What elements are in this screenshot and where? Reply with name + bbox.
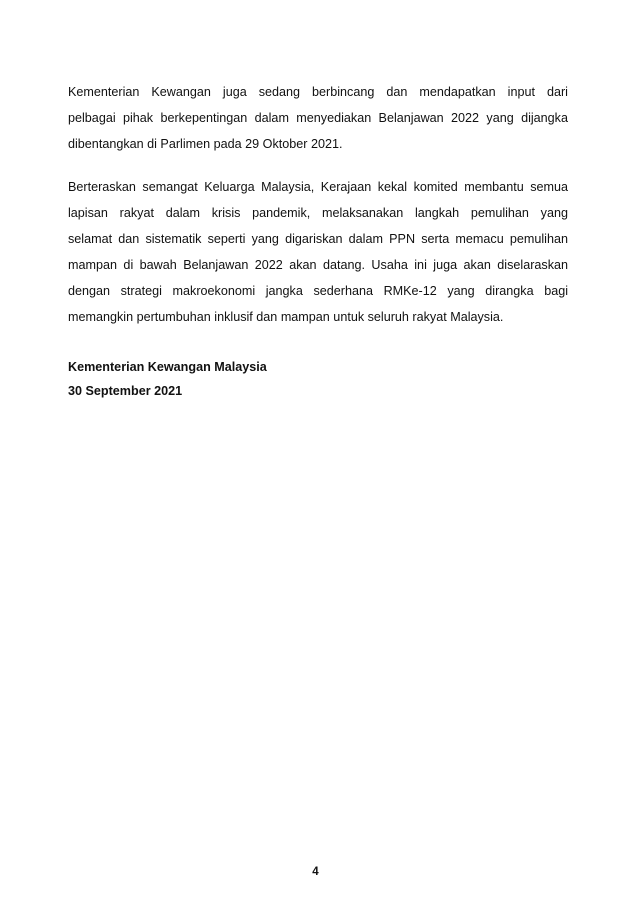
- page-number: 4: [312, 866, 319, 878]
- paragraph-line: mampan di bawah Belanjawan 2022 akan datang. Usaha ini juga akan diselaraskan: [68, 258, 568, 272]
- paragraph-line: dibentangkan di Parlimen pada 29 Oktober 2021.: [68, 137, 343, 151]
- paragraph-line: memangkin pertumbuhan inklusif dan mampan untuk seluruh rakyat Malaysia.: [68, 310, 504, 324]
- signature-organization: Kementerian Kewangan Malaysia: [68, 360, 267, 374]
- paragraph-line: lapisan rakyat dalam krisis pandemik, melaksanakan langkah pemulihan yang: [68, 206, 568, 220]
- paragraph-line: dengan strategi makroekonomi jangka sederhana RMKe-12 yang dirangka bagi: [68, 284, 568, 298]
- paragraph-budget-consultation: [68, 79, 568, 157]
- paragraph-line: pelbagai pihak berkepentingan dalam menyediakan Belanjawan 2022 yang dijangka: [68, 111, 568, 125]
- signature-date: 30 September 2021: [68, 384, 183, 398]
- paragraph-line: Berteraskan semangat Keluarga Malaysia, Kerajaan kekal komited membantu semua: [68, 180, 568, 194]
- paragraph-line: selamat dan sistematik seperti yang digariskan dalam PPN serta memacu pemulihan: [68, 232, 568, 246]
- document-body: [68, 79, 568, 330]
- signature-block: [68, 355, 267, 403]
- paragraph-line: Kementerian Kewangan juga sedang berbincang dan mendapatkan input dari: [68, 85, 568, 99]
- paragraph-keluarga-malaysia: [68, 174, 568, 330]
